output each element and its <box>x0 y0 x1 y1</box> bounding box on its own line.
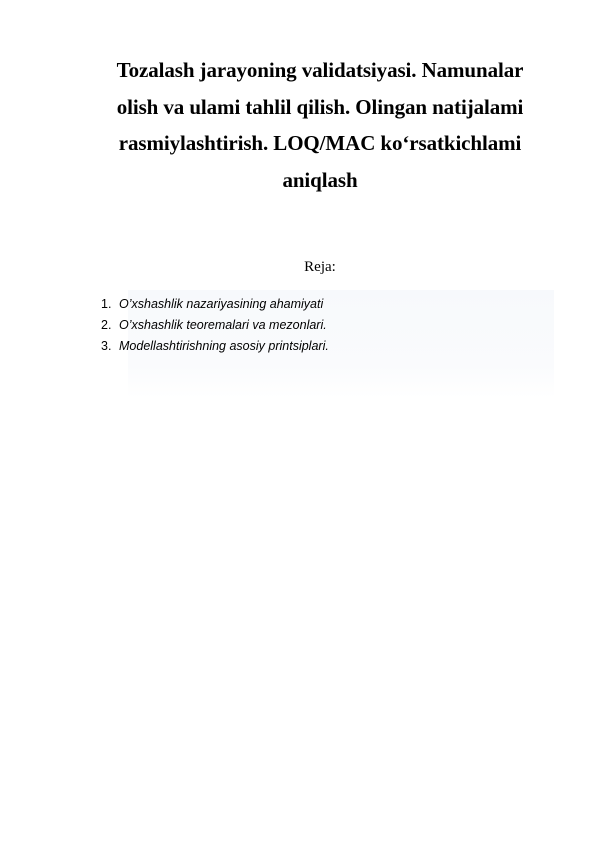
plan-item-number: 3. <box>101 339 112 353</box>
document-title <box>92 52 548 198</box>
plan-item-number: 1. <box>101 297 112 311</box>
plan-item <box>101 315 329 336</box>
plan-item-text: Modellashtirishning asosiy printsiplari. <box>119 339 329 353</box>
plan-item <box>101 294 329 315</box>
title-line: olish va ulami tahlil qilish. Olingan natijalami <box>116 94 524 119</box>
plan-item <box>101 336 329 357</box>
plan-heading: Reja: <box>304 259 336 275</box>
title-line: rasmiylashtirish. LOQ/MAC ko‘rsatkichlami <box>118 131 522 155</box>
title-line: Tozalash jarayoning validatsiyasi. Namunalar <box>116 58 524 82</box>
plan-list <box>101 294 329 357</box>
plan-item-number: 2. <box>101 318 112 332</box>
title-line: aniqlash <box>282 167 358 192</box>
plan-item-text: O’xshashlik nazariyasining ahamiyati <box>119 297 324 311</box>
plan-item-text: O’xshashlik teoremalari va mezonlari. <box>119 318 327 332</box>
